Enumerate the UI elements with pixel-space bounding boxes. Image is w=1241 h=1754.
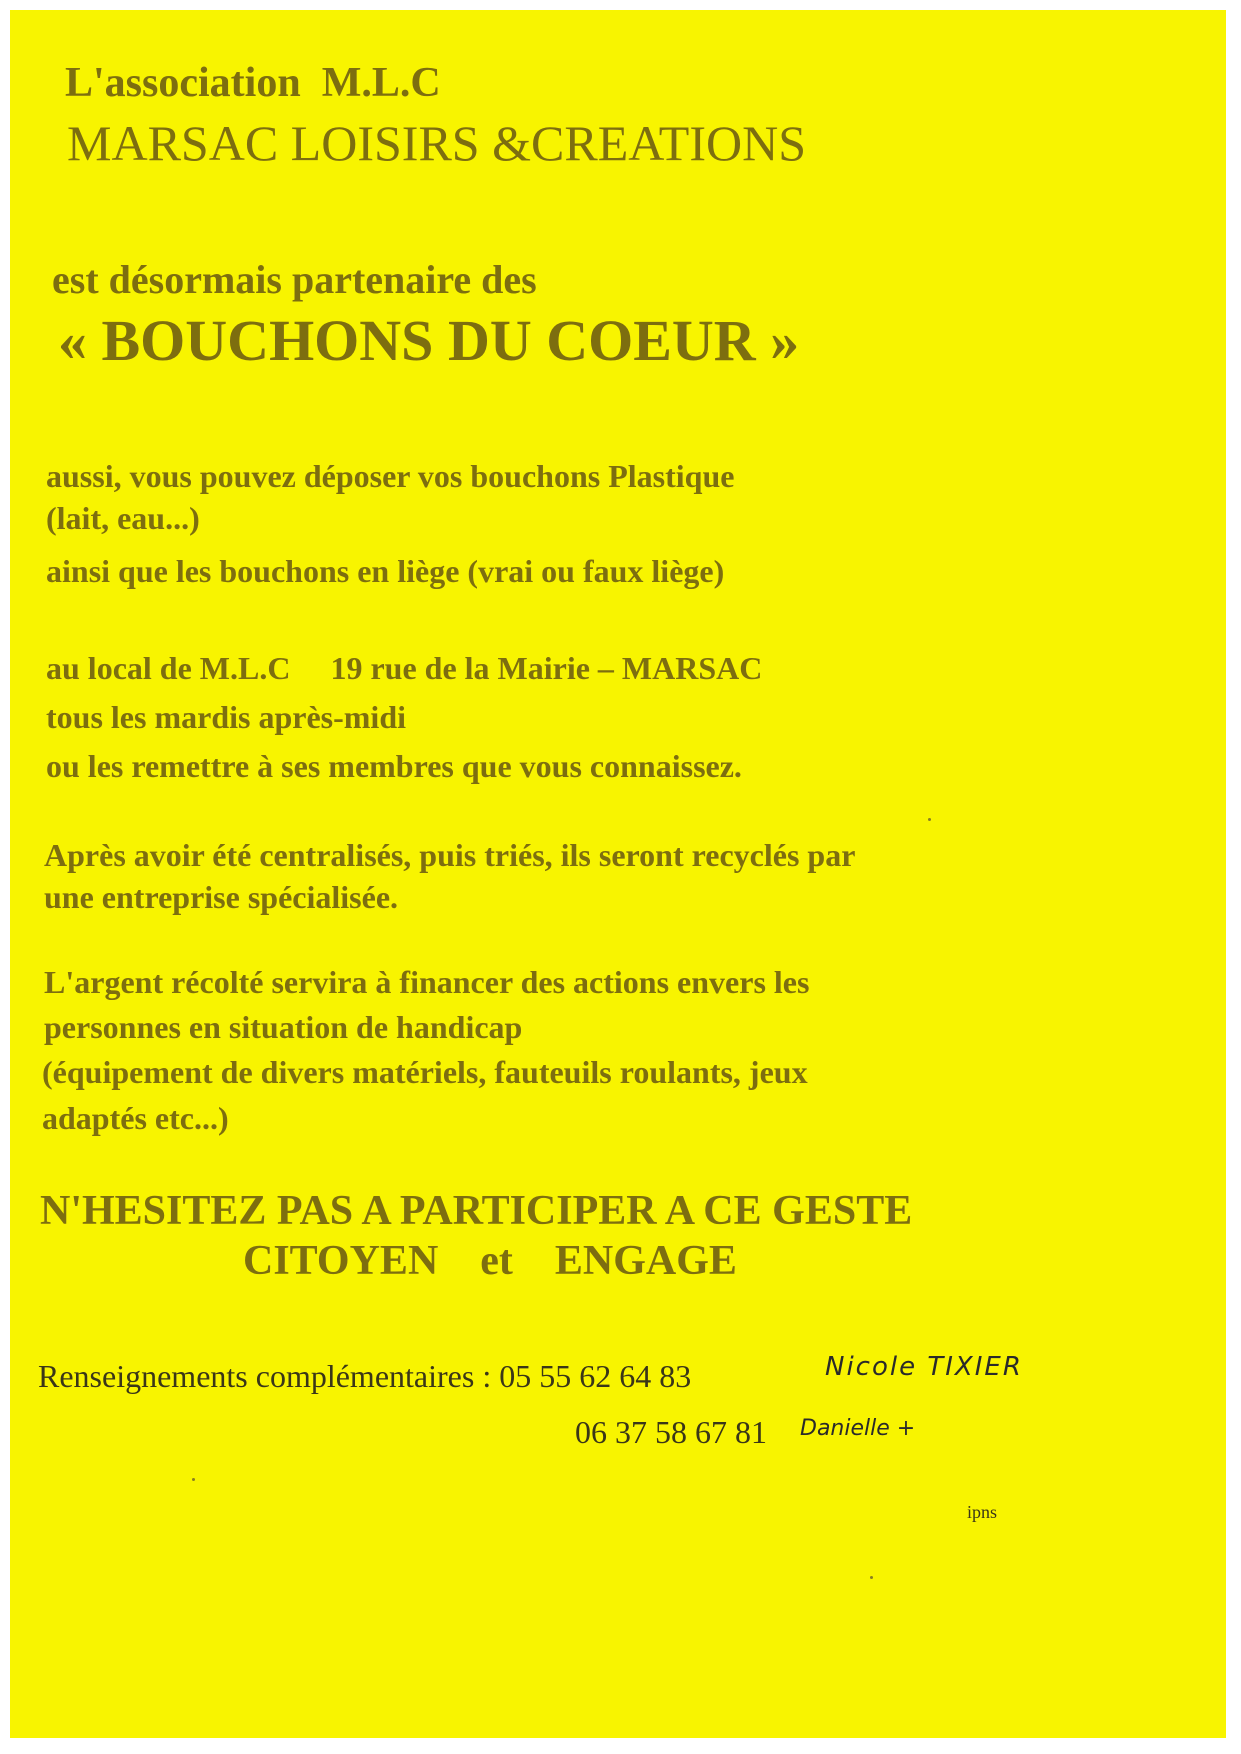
handwritten-name-1: Nicole TIXIER	[825, 1352, 1023, 1382]
association-name: MARSAC LOISIRS &CREATIONS	[67, 115, 807, 171]
handwritten-name-2: Danielle +	[800, 1416, 916, 1441]
para1-line3: ainsi que les bouchons en liège (vrai ou faux liège)	[46, 553, 725, 589]
scan-speck	[928, 818, 931, 821]
para4-line2: personnes en situation de handicap	[44, 1009, 523, 1045]
ipns-note: ipns	[967, 1502, 998, 1522]
partner-name: « BOUCHONS DU COEUR »	[58, 308, 800, 373]
association-label: L'association M.L.C	[65, 60, 441, 106]
para2-line2: tous les mardis après-midi	[46, 699, 406, 735]
para2-line3: ou les remettre à ses membres que vous connaissez.	[46, 748, 742, 784]
para2-line1: au local de M.L.C 19 rue de la Mairie – MARSAC	[46, 650, 763, 686]
para1-line1: aussi, vous pouvez déposer vos bouchons Plastique	[46, 458, 735, 494]
para4-line1: L'argent récolté servira à financer des actions envers les	[44, 964, 810, 1000]
call-to-action-line1: N'HESITEZ PAS A PARTICIPER A CE GESTE	[40, 1188, 913, 1234]
flyer-page	[10, 10, 1226, 1738]
partner-intro: est désormais partenaire des	[52, 257, 537, 302]
call-to-action-line2: CITOYEN et ENGAGE	[243, 1238, 737, 1284]
contact-line: Renseignements complémentaires : 05 55 62 64 83	[38, 1358, 692, 1394]
para3-line1: Après avoir été centralisés, puis triés, ils seront recyclés par	[44, 837, 856, 873]
scan-speck	[192, 1478, 195, 1481]
para3-line2: une entreprise spécialisée.	[44, 879, 399, 915]
para1-line2: (lait, eau...)	[46, 500, 200, 536]
para4-line4: adaptés etc...)	[42, 1100, 229, 1136]
para4-line3: (équipement de divers matériels, fauteuils roulants, jeux	[42, 1054, 808, 1090]
second-phone: 06 37 58 67 81	[575, 1414, 767, 1450]
scan-speck	[870, 1576, 873, 1579]
